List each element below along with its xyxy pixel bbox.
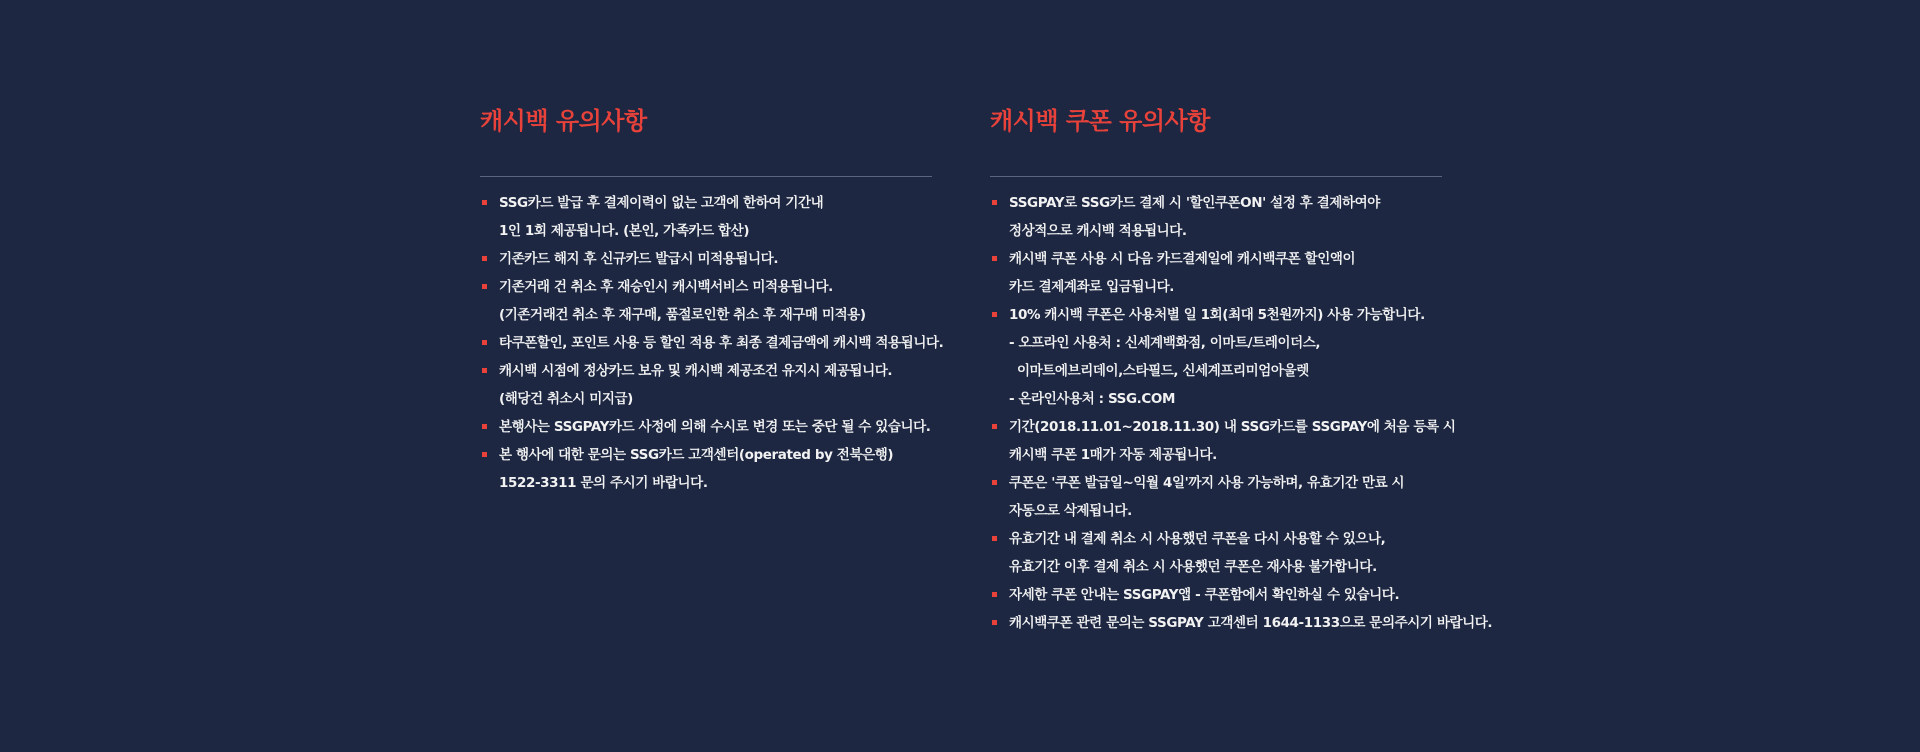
notice-list-item bbox=[480, 441, 943, 497]
notice-list-item bbox=[480, 245, 943, 273]
bullet-square-icon bbox=[482, 200, 487, 205]
notice-text-line: (해당건 취소시 미지급) bbox=[499, 391, 633, 407]
notice-text-line: 본행사는 SSGPAY카드 사정에 의해 수시로 변경 또는 중단 될 수 있습니다. bbox=[499, 419, 931, 435]
notice-text-line: 본 행사에 대한 문의는 SSG카드 고객센터(operated by 전북은행) bbox=[499, 447, 894, 463]
notice-text-line: 10% 캐시백 쿠폰은 사용처별 일 1회(최대 5천원까지) 사용 가능합니다. bbox=[1009, 307, 1425, 323]
notice-list-item bbox=[480, 413, 943, 441]
section-divider bbox=[990, 176, 1442, 177]
bullet-square-icon bbox=[482, 340, 487, 345]
notice-text-line: 카드 결제계좌로 입금됩니다. bbox=[1009, 279, 1175, 295]
notice-list-item bbox=[480, 273, 943, 329]
notice-text-line: 1인 1회 제공됩니다. (본인, 가족카드 합산) bbox=[499, 223, 750, 239]
notice-text-line: 이마트에브리데이,스타필드, 신세계프리미엄아울렛 bbox=[1017, 363, 1309, 379]
bullet-square-icon bbox=[992, 200, 997, 205]
notice-list-item bbox=[990, 189, 1492, 245]
notice-text-line: 기간(2018.11.01~2018.11.30) 내 SSG카드를 SSGPAY에 처음 등록 시 bbox=[1009, 419, 1456, 435]
notice-list-item bbox=[990, 609, 1492, 637]
bullet-square-icon bbox=[482, 284, 487, 289]
notice-text-line: 캐시백 쿠폰 1매가 자동 제공됩니다. bbox=[1009, 447, 1217, 463]
bullet-square-icon bbox=[482, 256, 487, 261]
bullet-square-icon bbox=[992, 480, 997, 485]
notice-text-line: 쿠폰은 '쿠폰 발급일~익월 4일'까지 사용 가능하며, 유효기간 만료 시 bbox=[1009, 475, 1405, 491]
notice-text-line: (기존거래건 취소 후 재구매, 품절로인한 취소 후 재구매 미적용) bbox=[499, 307, 866, 323]
notice-text-line: 자동으로 삭제됩니다. bbox=[1009, 503, 1132, 519]
notice-list-item bbox=[990, 245, 1492, 301]
notice-list-item bbox=[480, 189, 943, 245]
notice-text-line: - 오프라인 사용처 : 신세계백화점, 이마트/트레이더스, bbox=[1009, 335, 1321, 351]
notice-text-line: 기존거래 건 취소 후 재승인시 캐시백서비스 미적용됩니다. bbox=[499, 279, 833, 295]
notice-list bbox=[480, 189, 943, 497]
notice-list bbox=[990, 189, 1492, 637]
notice-text-line: 타쿠폰할인, 포인트 사용 등 할인 적용 후 최종 결제금액에 캐시백 적용됩니다. bbox=[499, 335, 944, 351]
notice-text-line: 캐시백 쿠폰 사용 시 다음 카드결제일에 캐시백쿠폰 할인액이 bbox=[1009, 251, 1356, 267]
notice-text-line: 기존카드 해지 후 신규카드 발급시 미적용됩니다. bbox=[499, 251, 779, 267]
section-divider bbox=[480, 176, 932, 177]
bullet-square-icon bbox=[992, 424, 997, 429]
bullet-square-icon bbox=[992, 620, 997, 625]
notice-text-line: 자세한 쿠폰 안내는 SSGPAY앱 - 쿠폰함에서 확인하실 수 있습니다. bbox=[1009, 587, 1400, 603]
notice-text-line: 1522-3311 문의 주시기 바랍니다. bbox=[499, 475, 708, 491]
notice-text-line: 캐시백 시점에 정상카드 보유 및 캐시백 제공조건 유지시 제공됩니다. bbox=[499, 363, 893, 379]
notice-text-line: - 온라인사용처 : SSG.COM bbox=[1009, 391, 1176, 407]
notice-text-line: 유효기간 내 결제 취소 시 사용했던 쿠폰을 다시 사용할 수 있으나, bbox=[1009, 531, 1386, 547]
notice-text-line: SSG카드 발급 후 결제이력이 없는 고객에 한하여 기간내 bbox=[499, 195, 824, 211]
notice-list-item bbox=[990, 469, 1492, 525]
notice-list-item bbox=[990, 525, 1492, 581]
notice-list-item bbox=[990, 413, 1492, 469]
notice-text-line: 유효기간 이후 결제 취소 시 사용했던 쿠폰은 재사용 불가합니다. bbox=[1009, 559, 1377, 575]
notice-list-item bbox=[990, 301, 1492, 413]
bullet-square-icon bbox=[992, 592, 997, 597]
bullet-square-icon bbox=[482, 424, 487, 429]
notice-list-item bbox=[990, 581, 1492, 609]
notice-text-line: 캐시백쿠폰 관련 문의는 SSGPAY 고객센터 1644-1133으로 문의주시기 바랍니다. bbox=[1009, 615, 1493, 631]
notice-list-item bbox=[480, 329, 943, 357]
bullet-square-icon bbox=[482, 368, 487, 373]
notice-list-item bbox=[480, 357, 943, 413]
bullet-square-icon bbox=[992, 312, 997, 317]
bullet-square-icon bbox=[482, 452, 487, 457]
notice-text-line: 정상적으로 캐시백 적용됩니다. bbox=[1009, 223, 1187, 239]
section-title: 캐시백 유의사항 bbox=[480, 107, 647, 135]
bullet-square-icon bbox=[992, 256, 997, 261]
bullet-square-icon bbox=[992, 536, 997, 541]
notice-text-line: SSGPAY로 SSG카드 결제 시 '할인쿠폰ON' 설정 후 결제하여야 bbox=[1009, 195, 1380, 211]
section-title: 캐시백 쿠폰 유의사항 bbox=[990, 107, 1210, 135]
